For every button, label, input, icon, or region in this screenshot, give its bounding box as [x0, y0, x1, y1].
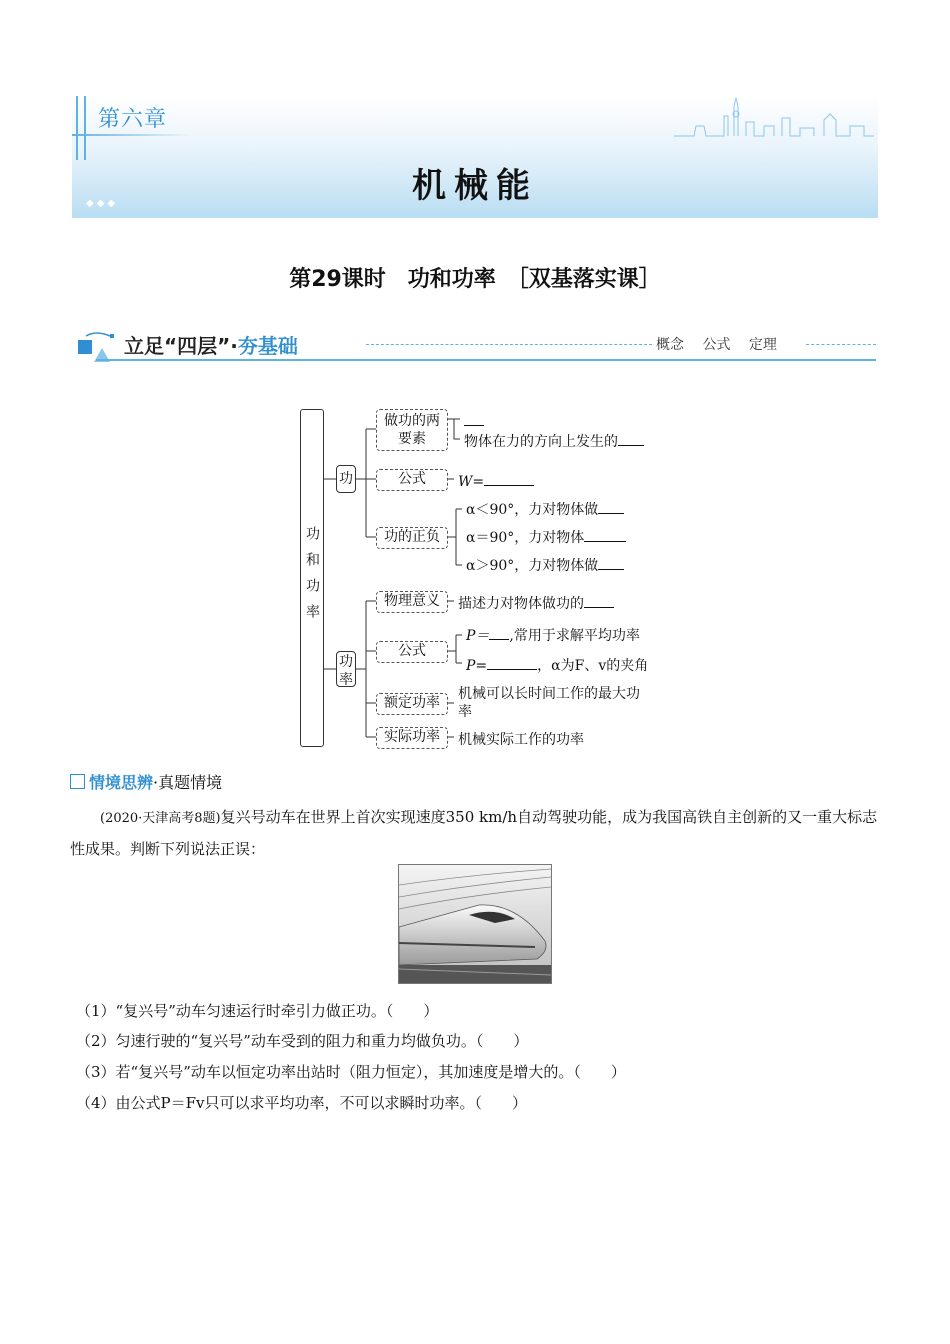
work-requirement-2: 物体在力的方向上发生的	[464, 431, 644, 451]
power-meaning-node: 物理意义	[376, 591, 448, 613]
power-formula-instant: P= ，α为F、v的夹角	[466, 655, 648, 675]
train-photo	[398, 864, 552, 984]
question-3: （3）若“复兴号”动车以恒定功率出站时（阻力恒定），其加速度是增大的。（ ）	[76, 1063, 626, 1081]
rated-power: 机械可以长时间工作的最大功率	[458, 686, 640, 720]
question-2: （2）匀速行驶的“复兴号”动车受到的阻力和重力均做负功。（ ）	[76, 1032, 529, 1050]
work-requirement-1	[464, 411, 484, 430]
section-title-accent: 夯基础	[237, 334, 298, 358]
actual-power-node: 实际功率	[376, 727, 448, 749]
work-sign-positive: α＜90°，力对物体做	[466, 499, 624, 519]
section-tags: 概念 公式 定理	[656, 337, 777, 353]
lesson-title: 第29课时 功和功率 ［双基落实课］	[289, 267, 661, 292]
situation-text: 复兴号动车在世界上首次实现速度350 km/h自动驾驶功能，成为我国高铁自主创新的又一重大标志性成果。判断下列说法正误：	[70, 808, 878, 858]
mind-map-root	[300, 409, 324, 747]
skyline-icon	[674, 96, 874, 156]
section-divider	[806, 344, 876, 345]
power-formula-average: P＝ ,常用于求解平均功率	[466, 625, 640, 645]
rated-power-node: 额定功率	[376, 693, 448, 715]
work-sign-zero: α＝90°，力对物体	[466, 527, 626, 547]
diamond-icons: ◆◆◆	[86, 198, 119, 209]
work-formula: W=	[458, 471, 534, 490]
section-divider	[366, 344, 652, 345]
work-formula-node: 公式	[376, 469, 448, 491]
branch-work: 功	[336, 465, 356, 493]
section-title	[124, 330, 298, 359]
question-source: (2020·天津高考8题)	[100, 811, 221, 826]
chapter-banner	[72, 96, 878, 218]
branch-power: 功率	[336, 651, 356, 687]
chapter-title: 机械能	[412, 166, 538, 206]
question-1: （1）“复兴号”动车匀速运行时牵引力做正功。（ ）	[76, 1002, 439, 1020]
section-header	[76, 328, 876, 362]
section-underline	[96, 359, 876, 361]
situation-paragraph	[70, 802, 882, 864]
chapter-label: 第六章	[98, 107, 168, 132]
actual-power: 机械实际工作的功率	[458, 732, 584, 748]
situation-heading-rest: ·真题情境	[153, 773, 223, 792]
work-sign-node: 功的正负	[376, 527, 448, 549]
question-4: （4）由公式P＝Fv只可以求平均功率，不可以求瞬时功率。（ ）	[76, 1094, 528, 1112]
mind-map	[296, 405, 676, 750]
situation-heading-accent: 情境思辨	[89, 773, 154, 792]
mind-map-root-label: 功和功率	[304, 526, 320, 630]
work-requirements-node: 做功的两要素	[376, 409, 448, 451]
work-sign-negative: α＞90°，力对物体做	[466, 555, 624, 575]
power-formula-node: 公式	[376, 641, 448, 663]
power-meaning: 描述力对物体做功的	[458, 593, 614, 613]
section-title-prefix: 立足“四层”·	[124, 334, 238, 358]
situation-heading	[70, 770, 222, 793]
checkbox-icon	[70, 774, 85, 789]
